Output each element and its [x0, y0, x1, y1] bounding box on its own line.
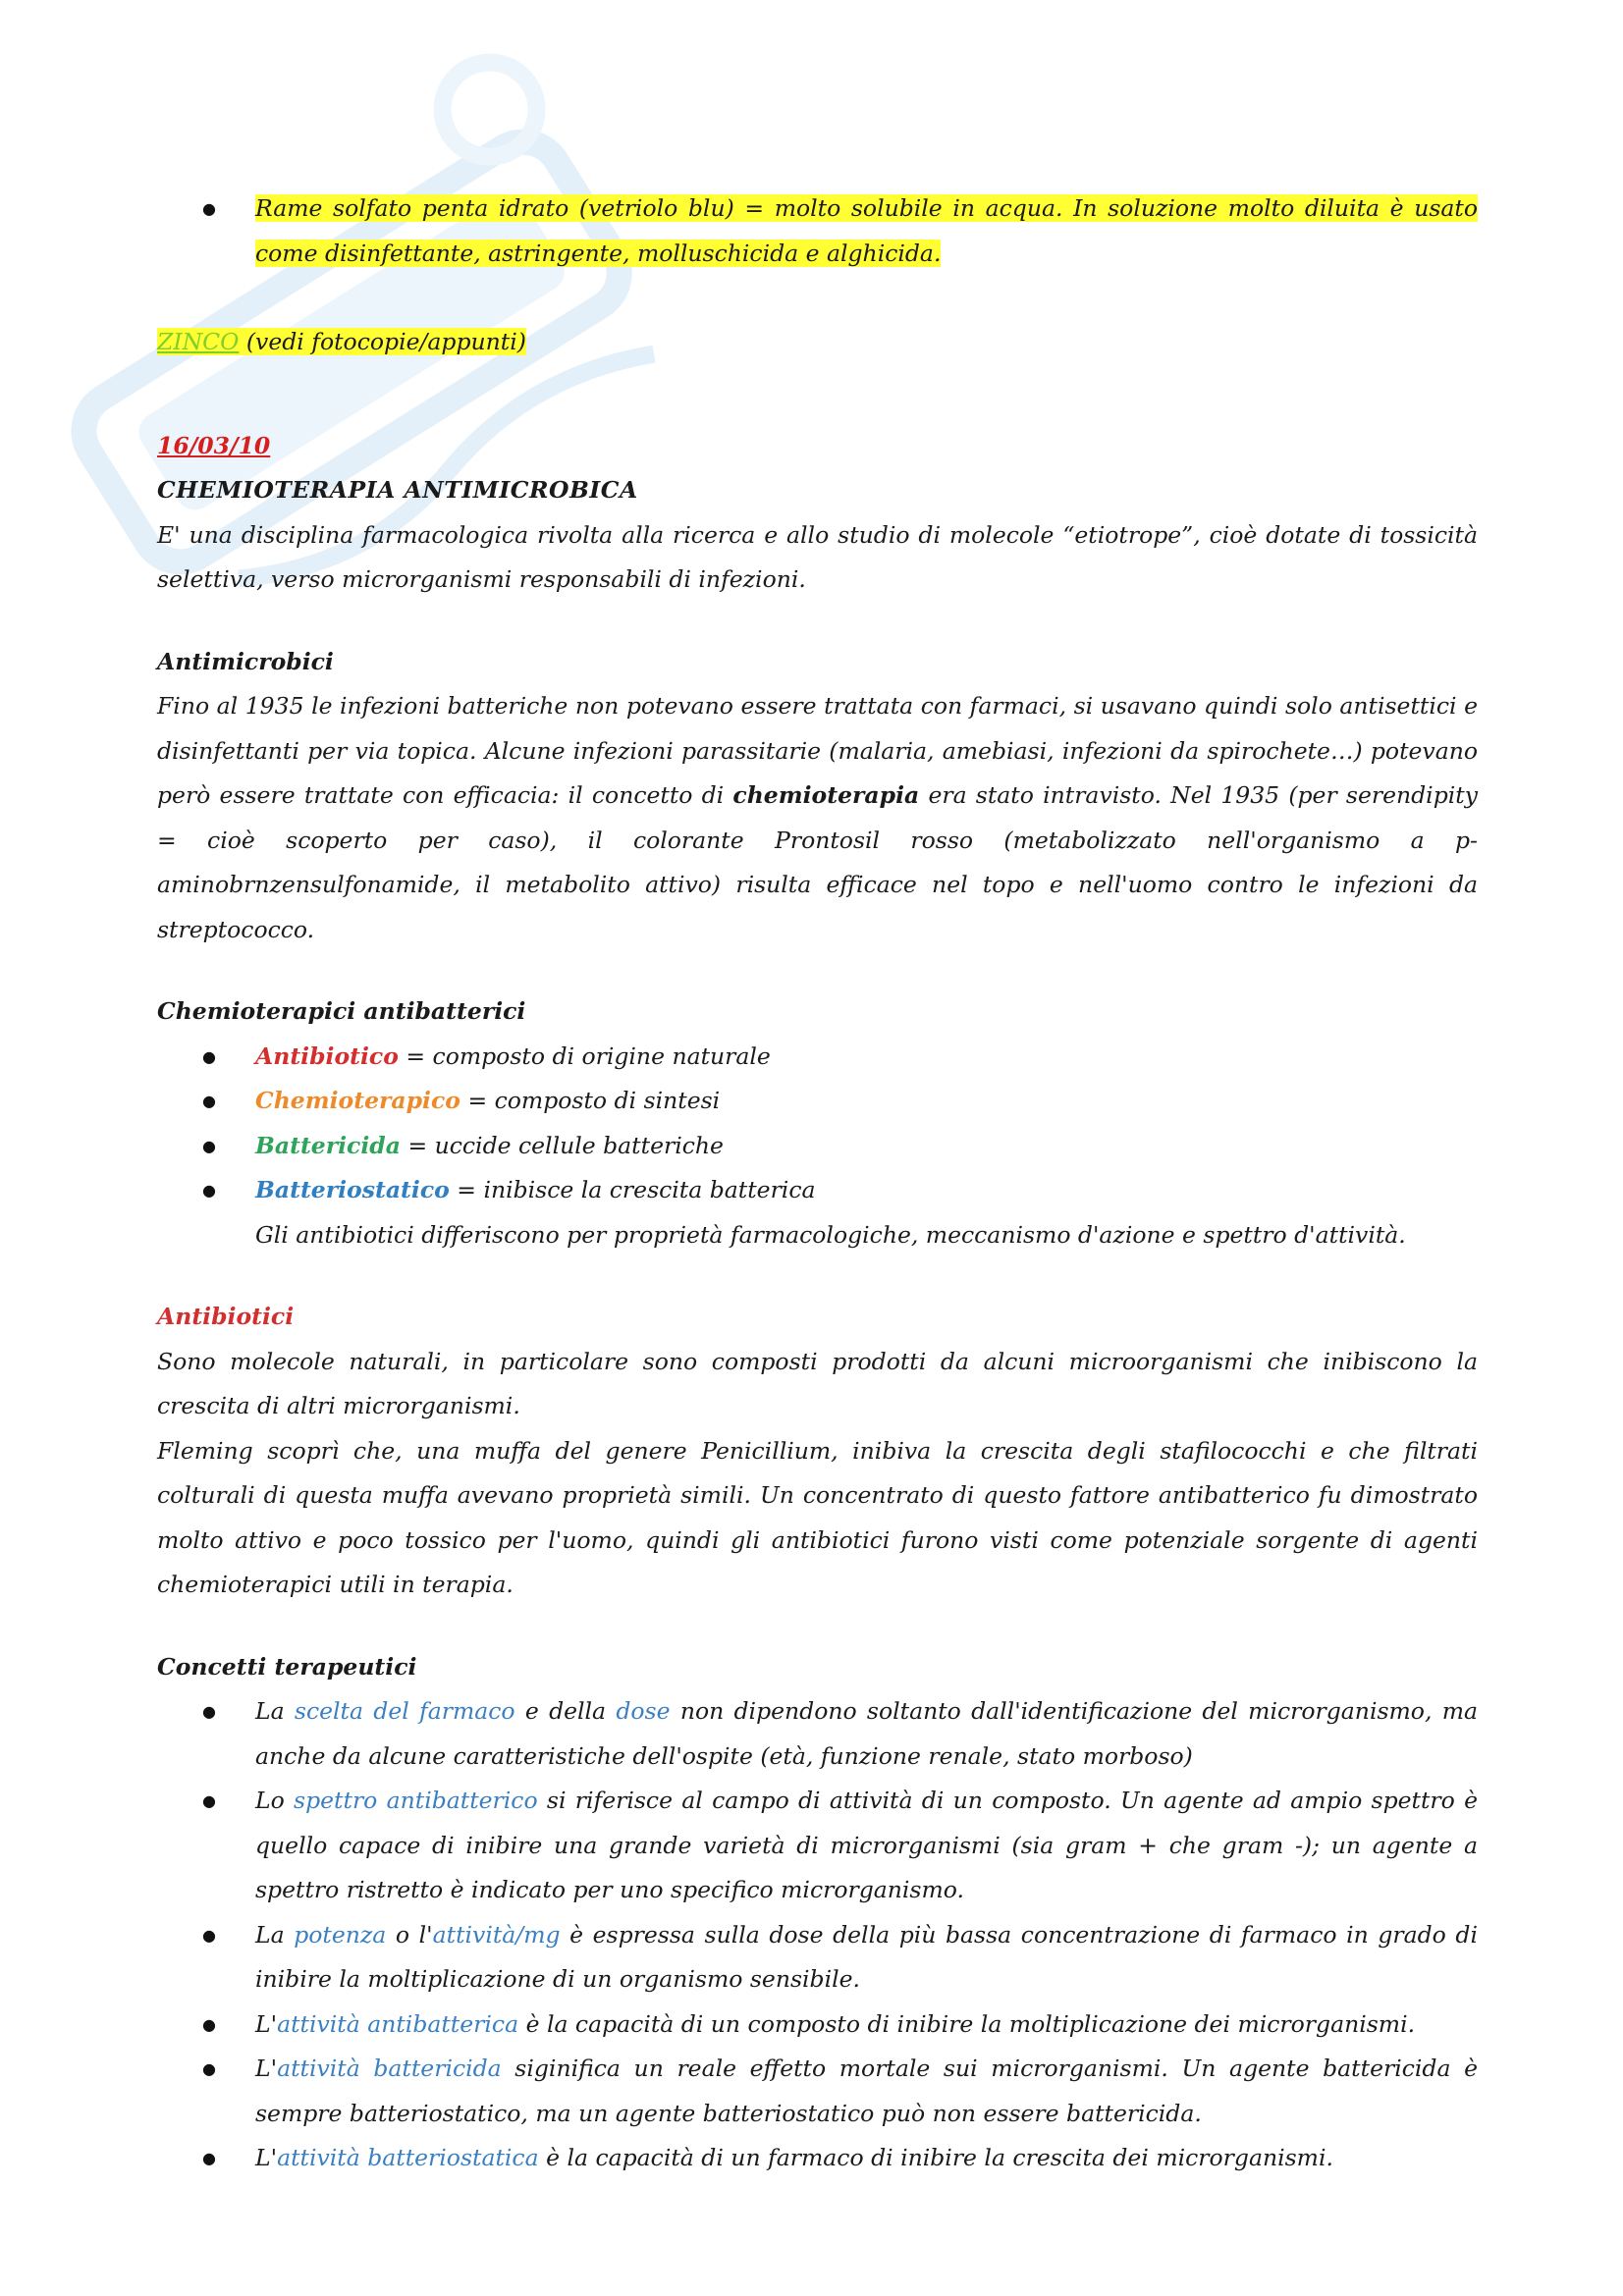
keyword: spettro antibatterico	[294, 1787, 538, 1814]
antimicrobici-paragraph: Fino al 1935 le infezioni batteriche non potevano essere trattata con farmaci, si usavano quindi solo antisettici e disinfettanti per via topica. Alcune infezioni parassitarie (malaria, amebiasi, infezioni da spirochete…) potevano però essere trattate con efficacia: il concetto di chemioterapia era stato intravisto. Nel 1935 (per serendipity = cioè scoperto per caso), il colorante Prontosil rosso (metabolizzato nell'organismo a p-aminobrnzensulfonamide, il metabolito attivo) risulta efficace nel topo e nell'uomo contro le infezioni da streptococco.	[157, 692, 1478, 943]
keyword: dose	[616, 1697, 671, 1725]
chemioterapici-title: Chemioterapici antibatterici	[157, 997, 526, 1025]
term-battericida: Battericida	[255, 1131, 401, 1159]
rame-item	[157, 187, 1478, 276]
chemioterapia-term: chemioterapia	[732, 781, 920, 809]
list-item: ● L'attività battericida siginifica un reale effetto mortale sui microrganismi. Un agente battericida è sempre batteriostatico, ma un agente batteriostatico può non essere battericida.	[157, 2047, 1478, 2136]
concetti-title: Concetti terapeutici	[157, 1652, 417, 1681]
zinco-rest: (vedi fotocopie/appunti)	[239, 328, 526, 355]
chemioterapici-list	[157, 1035, 1478, 1213]
keyword: potenza	[294, 1920, 387, 1949]
antibiotici-title: Antibiotici	[157, 1303, 295, 1330]
list-item: ● Antibiotico = composto di origine naturale	[157, 1035, 1478, 1080]
rame-text: Rame solfato penta idrato (vetriolo blu) = molto solubile in acqua. In soluzione molto diluita è usato come disinfettante, astringente, molluschicida e alghicida.	[255, 194, 1478, 267]
list-item: ● L'attività antibatterica è la capacità di un composto di inibire la moltiplicazione dei microrganismi.	[157, 2002, 1478, 2048]
term-chemioterapico: Chemioterapico	[255, 1087, 460, 1114]
keyword: attività batteriostatica	[277, 2144, 539, 2171]
antibiotici-p2: Fleming scoprì che, una muffa del genere Penicillium, inibiva la crescita degli stafilococchi e che filtrati colturali di questa muffa avevano proprietà simili. Un concentrato di questo fattore antibatterico fu dimostrato molto attivo e poco tossico per l'uomo, quindi gli antibiotici furono visti come potenziale sorgente di agenti chemioterapici utili in terapia.	[157, 1436, 1478, 1598]
keyword: attività battericida	[277, 2055, 502, 2082]
list-item: ● Battericida = uccide cellule batteriche	[157, 1124, 1478, 1169]
chemio-title: CHEMIOTERAPIA ANTIMICROBICA	[157, 476, 638, 504]
document-body	[157, 187, 1478, 2181]
keyword: scelta del farmaco	[294, 1697, 515, 1725]
zinco-word: ZINCO	[157, 328, 240, 355]
zinco-line	[157, 320, 1478, 365]
date-heading: 16/03/10	[157, 431, 271, 459]
list-item: ● La potenza o l'attività/mg è espressa sulla dose della più bassa concentrazione di farmaco in grado di inibire la moltiplicazione di un organismo sensibile.	[157, 1913, 1478, 2002]
antibiotici-p1: Sono molecole naturali, in particolare sono composti prodotti da alcuni microorganismi che inibiscono la crescita di altri microrganismi.	[157, 1347, 1478, 1419]
keyword: attività antibatterica	[277, 2009, 519, 2038]
concetti-list	[157, 1689, 1478, 2181]
rame-list	[157, 187, 1478, 276]
chemio-text: E' una disciplina farmacologica rivolta alla ricerca e allo studio di molecole “etiotrope”, cioè dotate di tossicità selettiva, verso microrganismi responsabili di infezioni.	[157, 520, 1478, 593]
chemioterapici-note: Gli antibiotici differiscono per proprietà farmacologiche, meccanismo d'azione e spettro d'attività.	[255, 1220, 1406, 1249]
list-item: ● Batteriostatico = inibisce la crescita batterica	[157, 1168, 1478, 1213]
keyword: attività/mg	[432, 1920, 561, 1949]
list-item: ● Chemioterapico = composto di sintesi	[157, 1079, 1478, 1124]
list-item: ● L'attività batteriostatica è la capacità di un farmaco di inibire la crescita dei microrganismi.	[157, 2136, 1478, 2181]
term-antibiotico: Antibiotico	[255, 1041, 399, 1070]
antimicrobici-title: Antimicrobici	[157, 647, 334, 675]
list-item: ● La scelta del farmaco e della dose non dipendono soltanto dall'identificazione del microrganismo, ma anche da alcune caratteristiche dell'ospite (età, funzione renale, stato morboso)	[157, 1689, 1478, 1779]
list-item: ● Lo spettro antibatterico si riferisce al campo di attività di un composto. Un agente ad ampio spettro è quello capace di inibire una grande varietà di microrganismi (sia gram + che gram -); un agente a spettro ristretto è indicato per uno specifico microrganismo.	[157, 1779, 1478, 1913]
term-batteriostatico: Batteriostatico	[255, 1176, 450, 1203]
